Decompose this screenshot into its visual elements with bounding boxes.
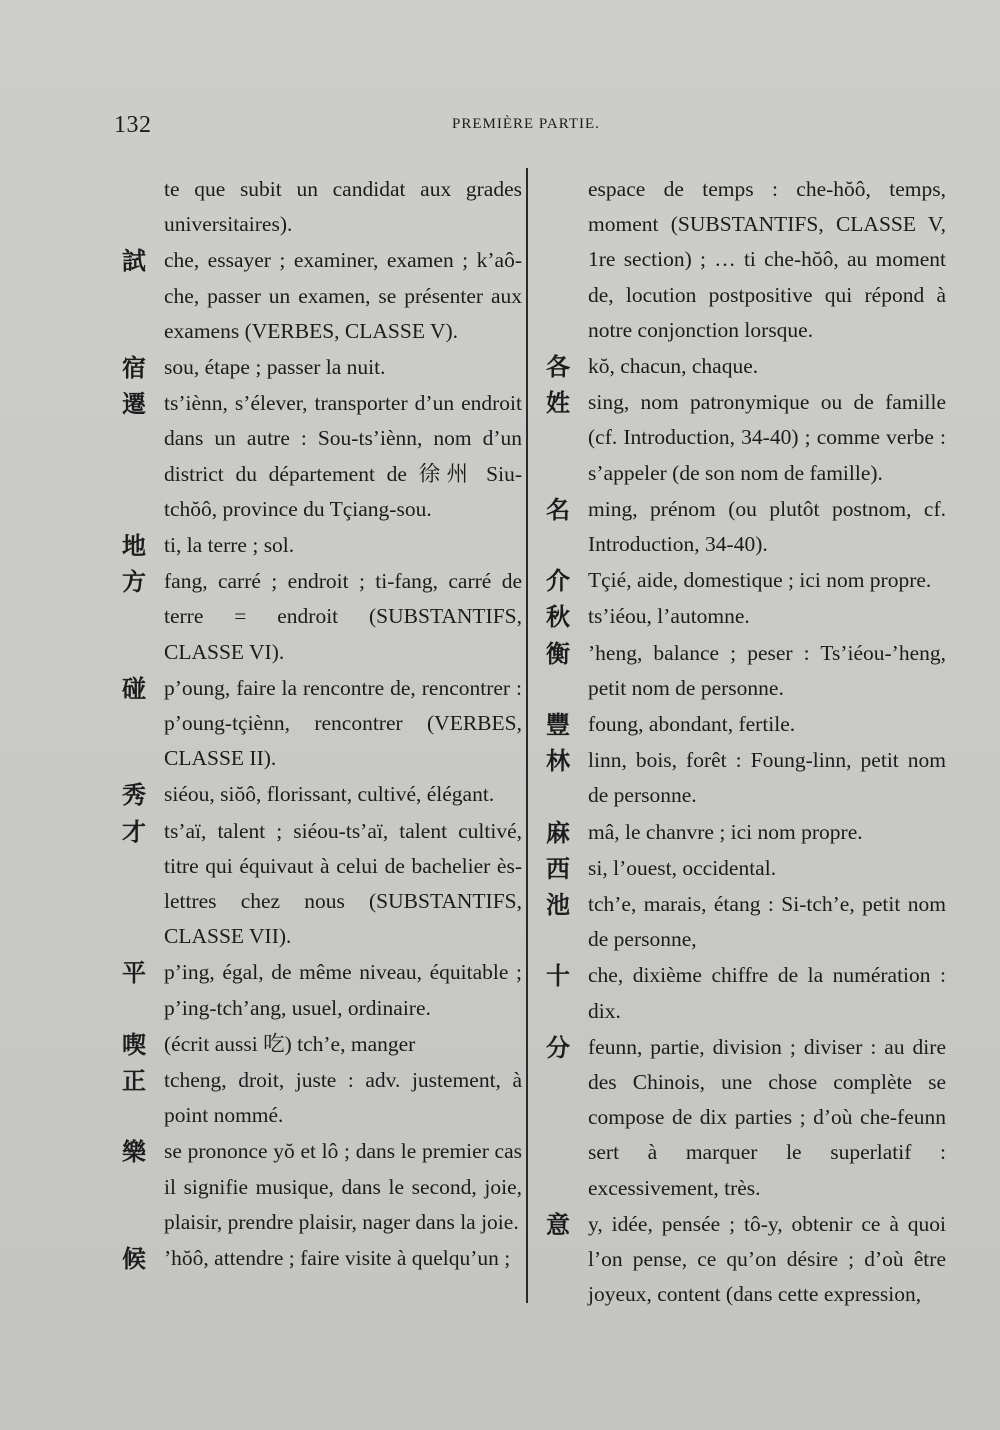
entry-text: ’hŏô, attendre ; faire visite à quelqu’un ; [164, 1246, 511, 1271]
entry-character: 喫 [122, 1030, 146, 1059]
dictionary-entry [112, 1134, 522, 1240]
entry-text: kŏ, chacun, chaque. [588, 354, 759, 379]
entry-text: p’oung, faire la rencontre de, rencontrer : p’oung-tçiènn, rencontrer (VERBES, CLASSE II). [164, 675, 522, 771]
dictionary-entry [536, 563, 946, 598]
dictionary-entry [112, 172, 522, 242]
entry-text: feunn, partie, division ; diviser : au dire des Chinois, une chose complète se compose de dix parties ; d’où che-feunn sert à marquer le superlatif : excessivement, très. [588, 1034, 946, 1200]
dictionary-entry [112, 243, 522, 349]
entry-character: 麻 [546, 818, 570, 847]
entry-text: te que subit un candidat aux grades universitaires). [164, 177, 522, 237]
entry-character: 候 [122, 1245, 146, 1274]
dictionary-entry [112, 528, 522, 563]
entry-character: 碰 [122, 674, 146, 703]
dictionary-entry [536, 958, 946, 1028]
dictionary-entry [112, 955, 522, 1025]
dictionary-entry [536, 743, 946, 813]
entry-character: 林 [546, 747, 570, 776]
entry-text: siéou, siŏô, florissant, cultivé, élégant. [164, 782, 495, 807]
entry-text: p’ing, égal, de même niveau, équitable ; p’ing-tch’ang, usuel, ordinaire. [164, 960, 522, 1020]
dictionary-entry [112, 350, 522, 385]
entry-text: fang, carré ; endroit ; ti-fang, carré de terre = endroit (SUBSTANTIFS, CLASSE VI). [164, 569, 522, 664]
entry-text: si, l’ouest, occidental. [588, 855, 777, 880]
entry-text: se prononce yŏ et lô ; dans le premier cas il signifie musique, dans le second, joie, plaisir, prendre plaisir, nager dans la joie. [164, 1139, 522, 1234]
dictionary-entry [536, 815, 946, 850]
entry-character: 十 [546, 962, 570, 991]
entry-character: 宿 [122, 354, 146, 383]
entry-character: 分 [546, 1033, 570, 1062]
entry-text: ti, la terre ; sol. [164, 533, 295, 558]
dictionary-entry [536, 636, 946, 706]
dictionary-entry [112, 814, 522, 955]
entry-text: y, idée, pensée ; tô-y, obtenir ce à quoi l’on pense, ce qu’on désire ; d’où être joyeux, content (dans cette expression, [588, 1211, 946, 1307]
entry-character: 正 [122, 1067, 146, 1096]
entry-character: 秋 [546, 603, 570, 632]
running-head: PREMIÈRE PARTIE. [452, 116, 600, 132]
dictionary-entry [536, 172, 946, 348]
column-divider [526, 168, 528, 1303]
entry-character: 池 [546, 891, 570, 920]
dictionary-entry [112, 564, 522, 670]
left-column [112, 172, 522, 1277]
entry-character: 姓 [546, 389, 570, 418]
entry-character: 名 [546, 495, 570, 524]
entry-character: 豐 [546, 711, 570, 740]
dictionary-entry [536, 851, 946, 886]
entry-character: 遷 [122, 390, 146, 419]
dictionary-entry [536, 599, 946, 634]
entry-character: 意 [546, 1210, 570, 1239]
page-number: 132 [114, 112, 152, 138]
entry-text: ts’iéou, l’automne. [588, 604, 750, 629]
dictionary-entry [112, 1063, 522, 1133]
entry-character: 衡 [546, 639, 570, 668]
dictionary-entry [536, 887, 946, 957]
dictionary-entry [112, 1027, 522, 1062]
entry-character: 秀 [122, 781, 146, 810]
entry-text: (écrit aussi 吃) tch’e, manger [164, 1031, 416, 1056]
dictionary-entry [536, 349, 946, 384]
right-column [536, 172, 946, 1314]
entry-character: 樂 [122, 1138, 146, 1167]
dictionary-entry [536, 492, 946, 562]
entry-text: foung, abondant, fertile. [588, 712, 796, 737]
entry-text: linn, bois, forêt : Foung-linn, petit nom de personne. [588, 748, 946, 808]
dictionary-entry [536, 707, 946, 742]
entry-text: espace de temps : che-hŏô, temps, moment (SUBSTANTIFS, CLASSE V, 1re section) ; … ti che-hŏô, au moment de, locution postpositive qui répond à notre conjonction lorsque. [588, 177, 946, 342]
entry-text: ts’aï, talent ; siéou-ts’aï, talent cultivé, titre qui équivaut à celui de bachelier ès-lettres chez nous (SUBSTANTIFS, CLASSE VII). [164, 818, 522, 949]
entry-text: tcheng, droit, juste : adv. justement, à point nommé. [164, 1068, 522, 1128]
dictionary-entry [536, 1207, 946, 1313]
dictionary-entry [112, 1241, 522, 1276]
dictionary-entry [112, 777, 522, 812]
entry-character: 試 [122, 247, 146, 276]
dictionary-entry [536, 385, 946, 491]
entry-text: che, essayer ; examiner, examen ; k’aô-che, passer un examen, se présenter aux examens (VERBES, CLASSE V). [164, 248, 522, 343]
dictionary-entry [112, 671, 522, 777]
entry-text: ming, prénom (ou plutôt postnom, cf. Introduction, 34-40). [588, 496, 946, 557]
entry-text: sou, étape ; passer la nuit. [164, 355, 386, 380]
entry-character: 介 [546, 567, 570, 596]
entry-character: 地 [122, 532, 146, 561]
entry-character: 平 [122, 959, 146, 988]
entry-text: Tçié, aide, domestique ; ici nom propre. [588, 568, 932, 593]
dictionary-entry [112, 386, 522, 527]
entry-text: che, dixième chiffre de la numération : dix. [588, 963, 946, 1023]
entry-character: 西 [546, 854, 570, 883]
entry-text: ts’iènn, s’élever, transporter d’un endroit dans un autre : Sou-ts’iènn, nom d’un district du département de 徐州 Siu-tchŏô, province du Tçiang-sou. [164, 391, 522, 521]
entry-character: 方 [122, 568, 146, 597]
entry-text: mâ, le chanvre ; ici nom propre. [588, 819, 863, 844]
dictionary-entry [536, 1030, 946, 1206]
entry-text: sing, nom patronymique ou de famille (cf. Introduction, 34-40) ; comme verbe : s’appeler (de son nom de famille). [588, 390, 946, 485]
entry-character: 才 [122, 817, 146, 846]
entry-text: ’heng, balance ; peser : Ts’iéou-’heng, petit nom de personne. [588, 640, 946, 700]
entry-character: 各 [546, 353, 570, 382]
entry-text: tch’e, marais, étang : Si-tch’e, petit nom de personne, [588, 892, 946, 952]
